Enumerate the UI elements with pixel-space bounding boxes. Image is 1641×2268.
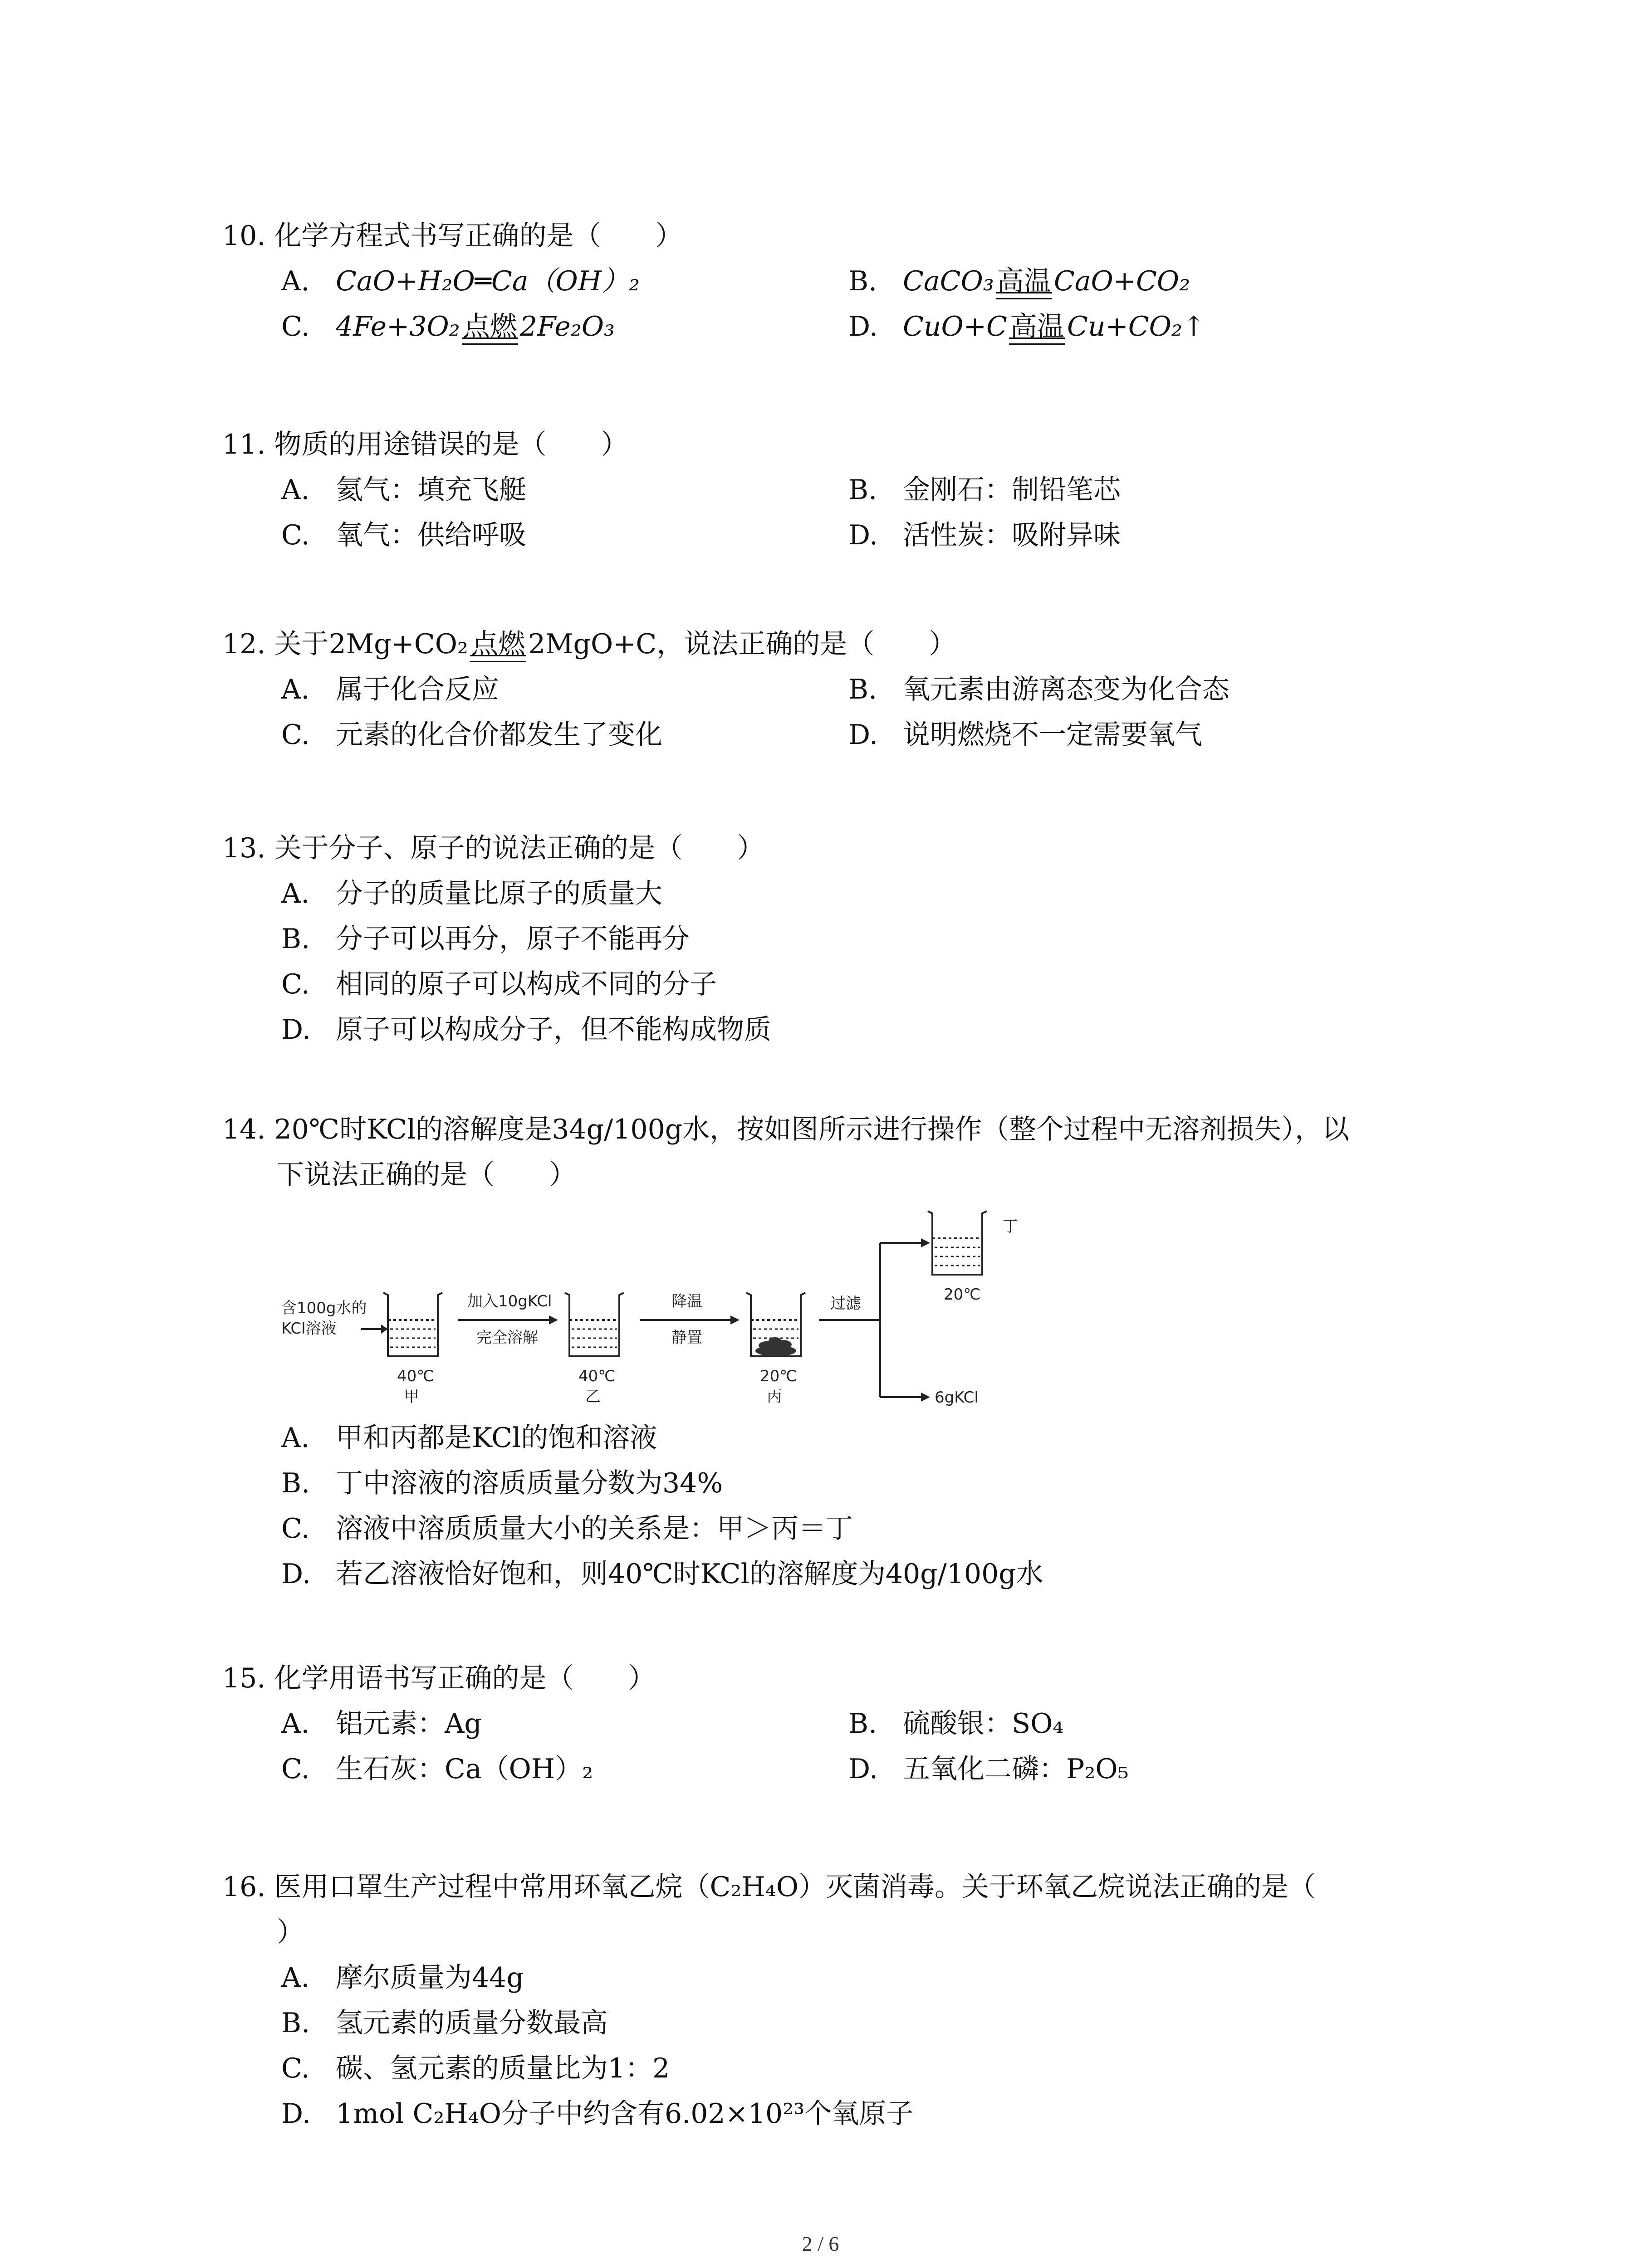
question-12-option-b[interactable]: B. 氧元素由游离态变为化合态 bbox=[848, 674, 1230, 705]
question-10 bbox=[222, 213, 1456, 349]
question-11 bbox=[222, 422, 1456, 558]
question-13-option-b[interactable]: B. 分子可以再分，原子不能再分 bbox=[281, 923, 690, 955]
question-16-option-a[interactable]: A. 摩尔质量为44g bbox=[281, 1962, 524, 1994]
question-16-option-c[interactable]: C. 碳、氢元素的质量比为1：2 bbox=[281, 2053, 670, 2084]
question-15-option-b[interactable]: B. 硫酸银：SO₄ bbox=[848, 1708, 1064, 1740]
question-15-option-a[interactable]: A. 铝元素：Ag bbox=[281, 1708, 482, 1740]
question-10-options-row2 bbox=[222, 304, 1456, 349]
question-11-stem: 11. 物质的用途错误的是（ ） bbox=[222, 429, 628, 460]
question-16-option-b[interactable]: B. 氢元素的质量分数最高 bbox=[281, 2007, 608, 2039]
condition-label: 高温 bbox=[994, 259, 1054, 304]
beaker-yi-icon bbox=[565, 1293, 624, 1356]
question-12-option-c[interactable]: C. 元素的化合价都发生了变化 bbox=[281, 719, 662, 751]
beaker-yi-temp: 40℃ bbox=[578, 1367, 616, 1385]
step2-bottom-label: 静置 bbox=[671, 1329, 702, 1347]
question-16-stem-line1: 16. 医用口罩生产过程中常用环氧乙烷（C₂H₄O）灭菌消毒。关于环氧乙烷说法正确的是（ bbox=[222, 1871, 1316, 1903]
question-11-option-b[interactable]: B. 金刚石：制铅笔芯 bbox=[848, 474, 1121, 506]
question-14 bbox=[222, 1107, 1456, 1198]
question-12-stem: 12. 关于2Mg+CO₂ 点燃 2MgO+C，说法正确的是（ ） bbox=[222, 621, 1456, 667]
question-16-option-d[interactable]: D. 1mol C₂H₄O分子中约含有6.02×10²³个氧原子 bbox=[281, 2098, 914, 2130]
beaker-ding-temp: 20℃ bbox=[944, 1286, 981, 1304]
kcl-process-diagram bbox=[277, 1207, 1084, 1424]
question-11-option-a[interactable]: A. 氦气：填充飞艇 bbox=[281, 474, 526, 506]
question-12 bbox=[222, 621, 1456, 758]
question-12-option-a[interactable]: A. 属于化合反应 bbox=[281, 674, 499, 705]
beaker-jia-temp: 40℃ bbox=[397, 1367, 434, 1385]
question-14-option-d[interactable]: D. 若乙溶液恰好饱和，则40℃时KCl的溶解度为40g/100g水 bbox=[281, 1558, 1043, 1590]
question-13-option-d[interactable]: D. 原子可以构成分子，但不能构成物质 bbox=[281, 1014, 771, 1046]
step3-label: 过滤 bbox=[830, 1295, 861, 1313]
step2-top-label: 降温 bbox=[671, 1292, 702, 1310]
beaker-yi-name: 乙 bbox=[585, 1388, 601, 1406]
solid-output-label: 6gKCl bbox=[935, 1388, 979, 1407]
start-label-line1: 含100g水的 bbox=[281, 1299, 367, 1317]
beaker-jia-name: 甲 bbox=[404, 1388, 419, 1406]
question-13 bbox=[222, 826, 1456, 1052]
beaker-bing-name: 丙 bbox=[767, 1388, 782, 1406]
beaker-ding-name: 丁 bbox=[1003, 1217, 1018, 1236]
question-10-option-a[interactable]: A. CaO+H₂O═Ca（OH）₂ bbox=[281, 265, 640, 297]
question-13-option-c[interactable]: C. 相同的原子可以构成不同的分子 bbox=[281, 968, 717, 1000]
beaker-ding-icon bbox=[928, 1211, 987, 1275]
condition-label: 点燃 bbox=[468, 621, 528, 667]
question-14-option-a[interactable]: A. 甲和丙都是KCl的饱和溶液 bbox=[281, 1422, 657, 1454]
crystal-deposit-icon bbox=[755, 1337, 796, 1356]
beaker-jia-icon bbox=[383, 1293, 442, 1356]
question-14-option-b[interactable]: B. 丁中溶液的溶质质量分数为34% bbox=[281, 1467, 723, 1499]
question-13-stem: 13. 关于分子、原子的说法正确的是（ ） bbox=[222, 832, 764, 864]
question-10-stem: 10. 化学方程式书写正确的是（ ） bbox=[222, 220, 683, 252]
condition-label: 高温 bbox=[1007, 304, 1067, 349]
question-10-option-c[interactable]: C. 4Fe+3O₂ 点燃 2Fe₂O₃ bbox=[281, 304, 615, 349]
question-10-options-row1 bbox=[222, 259, 1456, 304]
question-15 bbox=[222, 1656, 1456, 1792]
condition-label: 点燃 bbox=[460, 304, 520, 349]
question-16 bbox=[222, 1864, 1456, 2136]
question-13-option-a[interactable]: A. 分子的质量比原子的质量大 bbox=[281, 878, 662, 909]
question-14-stem-line2: 下说法正确的是（ ） bbox=[277, 1159, 576, 1191]
page-number: 2 / 6 bbox=[802, 2232, 839, 2255]
start-label-line2: KCl溶液 bbox=[281, 1320, 337, 1338]
question-15-option-d[interactable]: D. 五氧化二磷：P₂O₅ bbox=[848, 1753, 1129, 1785]
question-12-option-d[interactable]: D. 说明燃烧不一定需要氧气 bbox=[848, 719, 1202, 751]
question-14-stem-line1: 14. 20℃时KCl的溶解度是34g/100g水，按如图所示进行操作（整个过程中无溶剂损失），以 bbox=[222, 1114, 1350, 1145]
question-16-stem-line2: ） bbox=[277, 1916, 304, 1948]
question-11-option-c[interactable]: C. 氧气：供给呼吸 bbox=[281, 519, 526, 551]
step1-bottom-label: 完全溶解 bbox=[476, 1329, 538, 1347]
question-11-option-d[interactable]: D. 活性炭：吸附异味 bbox=[848, 519, 1121, 551]
question-10-option-b[interactable]: B. CaCO₃ 高温 CaO+CO₂ bbox=[848, 259, 1190, 304]
step1-top-label: 加入10gKCl bbox=[467, 1292, 552, 1310]
question-15-option-c[interactable]: C. 生石灰：Ca（OH）₂ bbox=[281, 1753, 593, 1785]
question-15-stem: 15. 化学用语书写正确的是（ ） bbox=[222, 1662, 656, 1694]
question-10-option-d[interactable]: D. CuO+C 高温 Cu+CO₂↑ bbox=[848, 304, 1205, 349]
question-14-option-c[interactable]: C. 溶液中溶质质量大小的关系是：甲＞丙＝丁 bbox=[281, 1513, 853, 1545]
beaker-bing-temp: 20℃ bbox=[760, 1367, 797, 1385]
question-14-options bbox=[222, 1415, 1456, 1597]
